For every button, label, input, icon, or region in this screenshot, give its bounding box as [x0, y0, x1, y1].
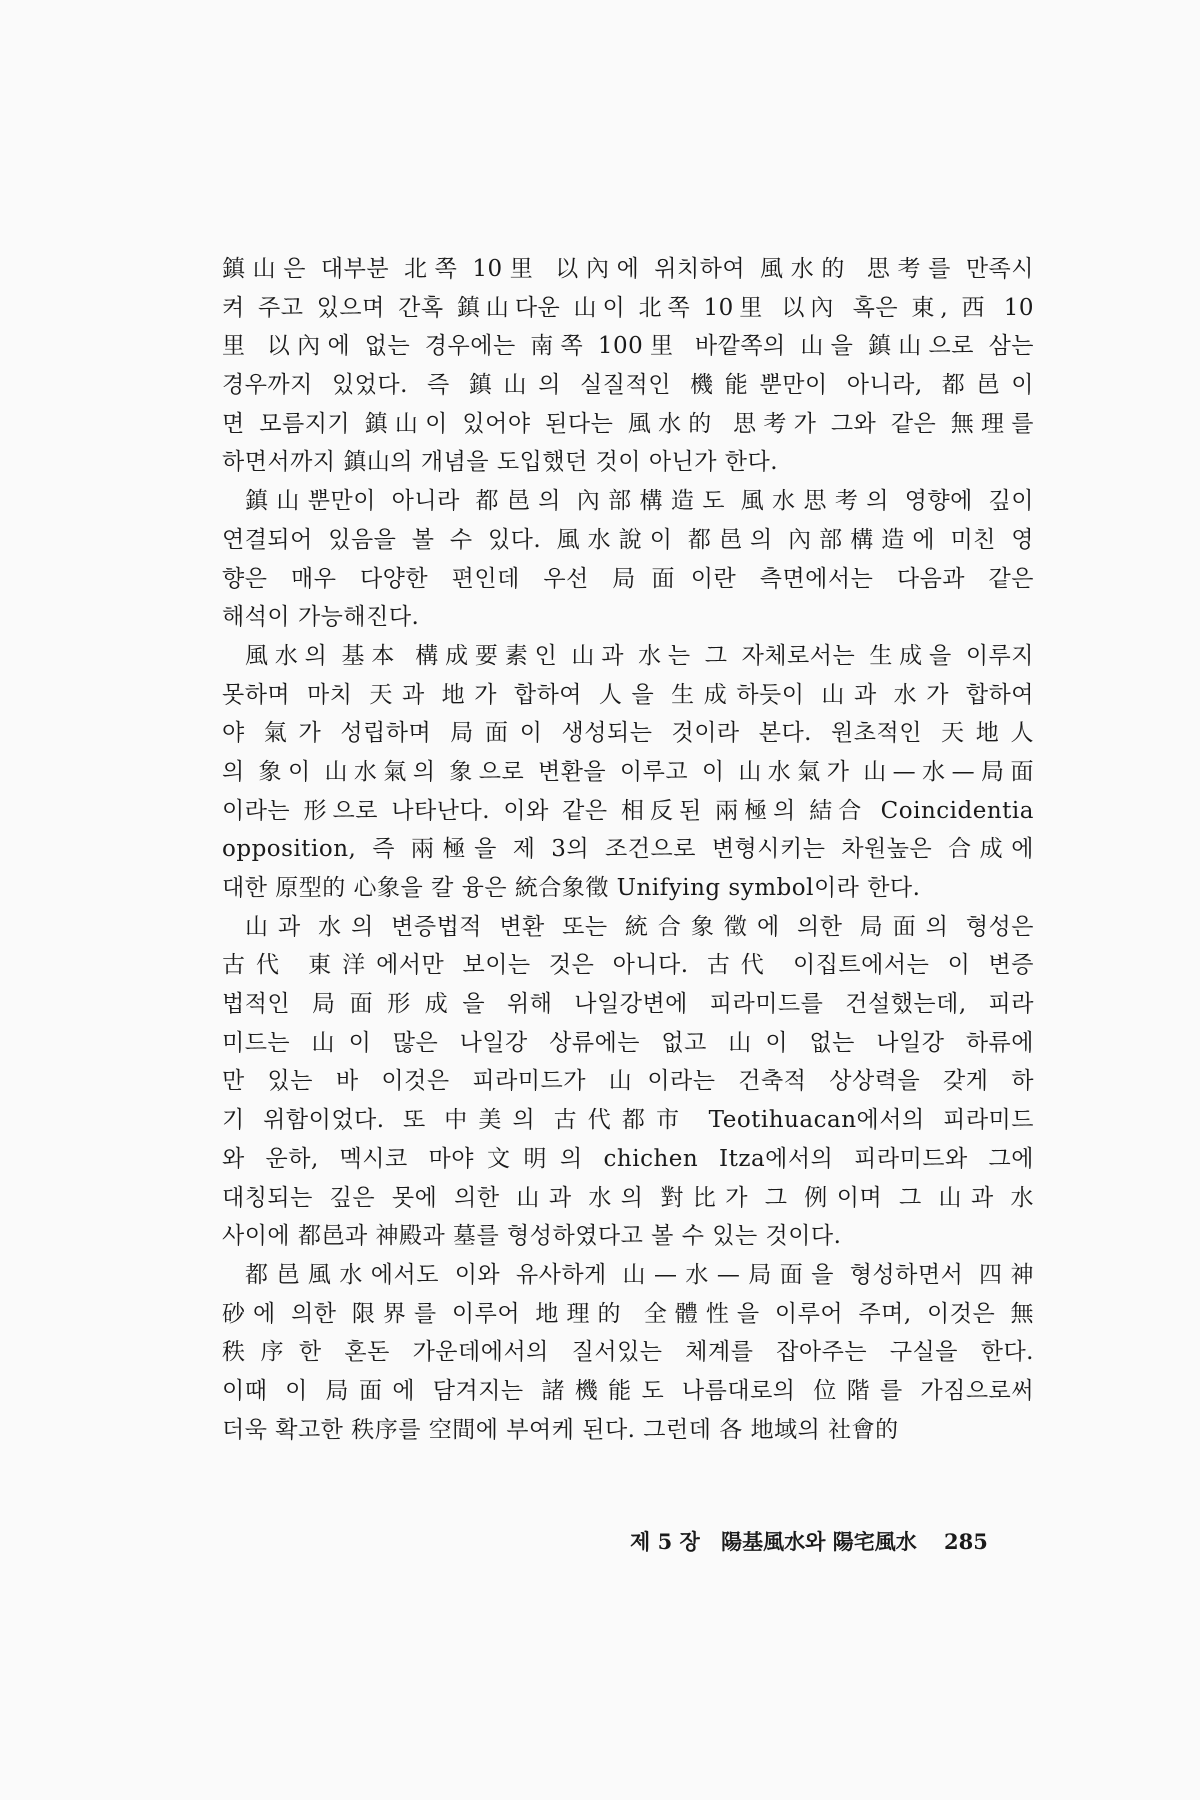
- text-line: 못하며 마치 天과 地가 합하여 人을 生成하듯이 山과 水가 합하여: [222, 681, 1034, 708]
- text-line: opposition, 즉 兩極을 제 3의 조건으로 변형시키는 차원높은 合成에: [222, 836, 1034, 863]
- text-line: 風水의 基本 構成要素인 山과 水는 그 자체로서는 生成을 이루지: [245, 642, 1034, 669]
- text-line: 古代 東洋에서만 보이는 것은 아니다. 古代 이집트에서는 이 변증: [222, 952, 1034, 979]
- text-line: 이때 이 局面에 담겨지는 諸機能도 나름대로의 位階를 가짐으로써: [222, 1377, 1034, 1404]
- text-line: 里 以內에 없는 경우에는 南쪽 100里 바깥쪽의 山을 鎮山으로 삼는: [222, 333, 1034, 360]
- text-line: 山과 水의 변증법적 변환 또는 統合象徵에 의한 局面의 형성은: [245, 913, 1034, 940]
- text-line: 사이에 都邑과 神殿과 墓를 형성하였다고 볼 수 있는 것이다.: [222, 1223, 842, 1250]
- text-line: 미드는 山이 많은 나일강 상류에는 없고 山이 없는 나일강 하류에: [222, 1029, 1034, 1056]
- text-line: 연결되어 있음을 볼 수 있다. 風水說이 都邑의 內部構造에 미친 영: [222, 526, 1034, 553]
- body-text: [222, 250, 1034, 1449]
- text-line: 면 모름지기 鎮山이 있어야 된다는 風水的 思考가 그와 같은 無理를: [222, 410, 1034, 437]
- text-line: 법적인 局面形成을 위해 나일강변에 피라미드를 건설했는데, 피라: [222, 991, 1034, 1018]
- text-line: 都邑風水에서도 이와 유사하게 山—水—局面을 형성하면서 四神: [245, 1261, 1034, 1288]
- text-line: 대한 原型的 心象을 칼 융은 統合象徵 Unifying symbol이라 한다.: [222, 875, 921, 901]
- text-line: 鎮山은 대부분 北쪽 10里 以內에 위치하여 風水的 思考를 만족시: [222, 256, 1034, 282]
- text-line: 기 위함이었다. 또 中美의 古代都市 Teotihuacan에서의 피라미드: [222, 1107, 1034, 1134]
- text-line: 秩序한 혼돈 가운데에서의 질서있는 체계를 잡아주는 구실을 한다.: [222, 1339, 1034, 1366]
- text-line: 대칭되는 깊은 못에 의한 山과 水의 對比가 그 例이며 그 山과 水: [222, 1184, 1034, 1211]
- text-line: 砂에 의한 限界를 이루어 地理的 全體性을 이루어 주며, 이것은 無: [222, 1300, 1034, 1327]
- running-footer: [630, 1526, 988, 1556]
- text-line: 와 운하, 멕시코 마야文明의 chichen Itza에서의 피라미드와 그에: [222, 1145, 1034, 1172]
- chapter-label: 제 5 장: [630, 1529, 700, 1554]
- page-number: 285: [944, 1529, 988, 1554]
- text-line: 하면서까지 鎮山의 개념을 도입했던 것이 아닌가 한다.: [222, 449, 779, 476]
- text-line: 만 있는 바 이것은 피라미드가 山이라는 건축적 상상력을 갖게 하: [222, 1068, 1034, 1095]
- text-line: 鎮山뿐만이 아니라 都邑의 內部構造도 風水思考의 영향에 깊이: [245, 488, 1034, 515]
- text-line: 해석이 가능해진다.: [222, 604, 420, 631]
- text-line: 이라는 形으로 나타난다. 이와 같은 相反된 兩極의 結合 Coincidentia: [222, 797, 1034, 824]
- text-line: 켜 주고 있으며 간혹 鎮山다운 山이 北쪽 10里 以內 혹은 東, 西 10: [222, 294, 1034, 321]
- chapter-title: 陽基風水와 陽宅風水: [721, 1529, 917, 1554]
- text-line: 향은 매우 다양한 편인데 우선 局面이란 측면에서는 다음과 같은: [222, 565, 1034, 592]
- text-line: 야 氣가 성립하며 局面이 생성되는 것이라 본다. 원초적인 天地人: [222, 720, 1034, 747]
- text-line: 경우까지 있었다. 즉 鎮山의 실질적인 機能뿐만이 아니라, 都邑이: [222, 372, 1034, 399]
- text-line: 더욱 확고한 秩序를 空間에 부여케 된다. 그런데 各 地域의 社會的: [222, 1416, 899, 1443]
- text-line: 의 象이 山水氣의 象으로 변환을 이루고 이 山水氣가 山—水—局面: [222, 758, 1034, 785]
